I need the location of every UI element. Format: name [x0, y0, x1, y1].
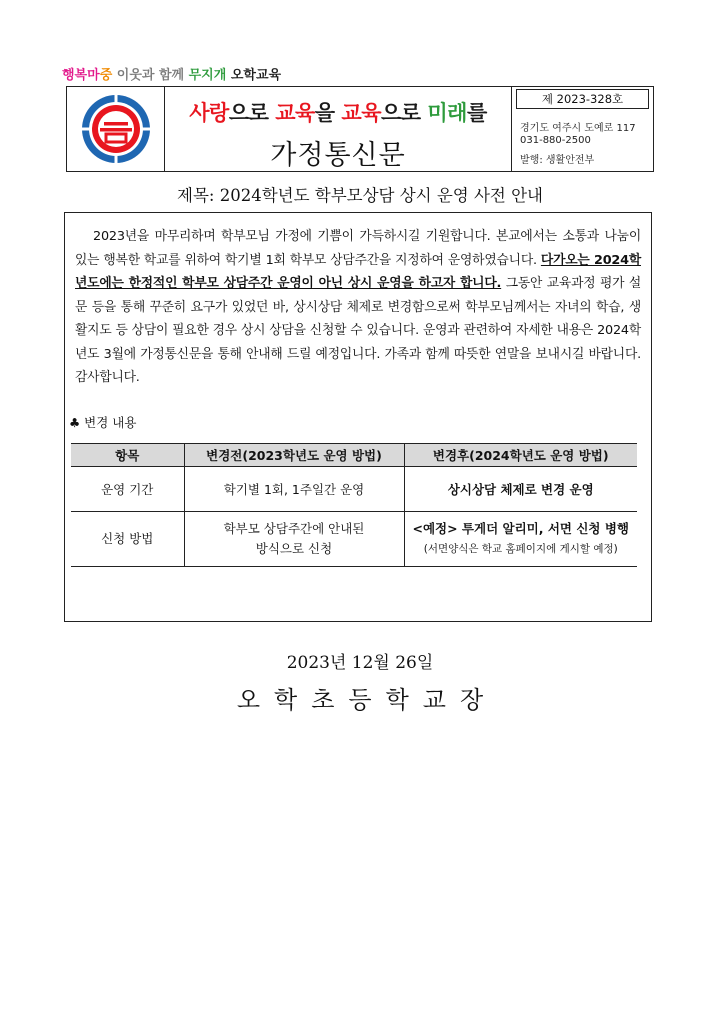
row-after	[404, 512, 637, 567]
issuer: 발행: 생활안전부	[520, 155, 595, 166]
header-before: 변경전(2023학년도 운영 방법)	[184, 444, 404, 467]
title-cell	[165, 87, 512, 171]
header-item: 항목	[71, 444, 184, 467]
table-header-row	[71, 444, 637, 467]
motto-part: 교육	[275, 101, 315, 125]
row-before	[184, 512, 404, 567]
principal-signature: 오학초등학교장	[236, 686, 498, 714]
motto-part: 으로	[380, 101, 428, 125]
table-row	[71, 467, 637, 512]
newsletter-title: 가정통신문	[270, 140, 406, 171]
header-after: 변경후(2024학년도 운영 방법)	[404, 444, 637, 467]
issue-date: 2023년 12월 26일	[286, 653, 434, 673]
motto-part: 사랑	[189, 101, 229, 125]
school-address: 경기도 여주시 도예로 117	[520, 123, 636, 134]
row-after-note: (서면양식은 학교 홈페이지에 게시할 예정)	[423, 543, 618, 555]
info-cell	[512, 87, 653, 171]
school-emblem-icon	[79, 92, 153, 166]
row-after-main: <예정> 투게더 알리미, 서면 신청 병행	[412, 521, 629, 536]
slogan-part: 무지개	[188, 68, 227, 83]
body-paragraph	[75, 225, 641, 390]
motto-part: 교육	[341, 101, 381, 125]
row-item: 신청 방법	[71, 512, 184, 567]
motto-part: 으로	[228, 101, 276, 125]
newsletter-header	[66, 86, 654, 172]
body-detail: 그동안 교육과정 평가 설문 등을 통해 꾸준히 요구가 있었던 바, 상시상담 체제로 변경함으로써 학부모님께서는 자녀의 학습, 생활지도 등 상담이 필요한 경우 상시 상담을 신청할 수 있습니다. 운영과 관련하여 자세한 내용은 2024학년도 3월에 가정통신문을 통해 안내해 드릴 예정입니다. 가족과 함께 따뜻한 연말을 보내시길 바랍니다. 감사합니다.	[75, 276, 641, 385]
slogan-part: 중	[99, 68, 113, 83]
row-before-line2: 방식으로 신청	[255, 541, 333, 556]
school-phone: 031-880-2500	[520, 135, 591, 146]
content-box	[64, 212, 652, 622]
slogan	[62, 64, 281, 86]
change-heading: ♣ 변경 내용	[69, 415, 137, 430]
school-motto	[165, 97, 511, 127]
body-intro: 2023년을 마무리하며 학부모님 가정에 기쁨이 가득하시길 기원합니다. 본교에서는 소통과 나눔이 있는 행복한 학교를 위하여 학기별 1회 학부모 상담주간을 지정하여 운영하였습니다.	[75, 229, 641, 268]
row-before-line1: 학부모 상담주간에 안내된	[223, 521, 365, 536]
change-table	[71, 443, 637, 567]
table-row	[71, 512, 637, 567]
row-after: 상시상담 체제로 변경 운영	[404, 467, 637, 512]
slogan-part: 오학교육	[226, 68, 282, 83]
row-item: 운영 기간	[71, 467, 184, 512]
motto-part: 를	[466, 101, 487, 125]
motto-part: 미래	[427, 101, 467, 125]
document-number: 제 2023-328호	[516, 89, 649, 109]
slogan-part: 이웃과 함께	[112, 68, 189, 83]
motto-part: 을	[314, 101, 342, 125]
school-emblem	[67, 87, 165, 171]
body-emphasis: 다가오는 2024학년도에는 한정적인 학부모 상담주간 운영이 아닌 상시 운영을 하고자 합니다.	[75, 252, 641, 291]
row-before: 학기별 1회, 1주일간 운영	[184, 467, 404, 512]
slogan-part: 마	[87, 68, 100, 83]
slogan-part: 행복	[62, 68, 88, 83]
subject-line: 제목: 2024학년도 학부모상담 상시 운영 사전 안내	[177, 186, 543, 205]
